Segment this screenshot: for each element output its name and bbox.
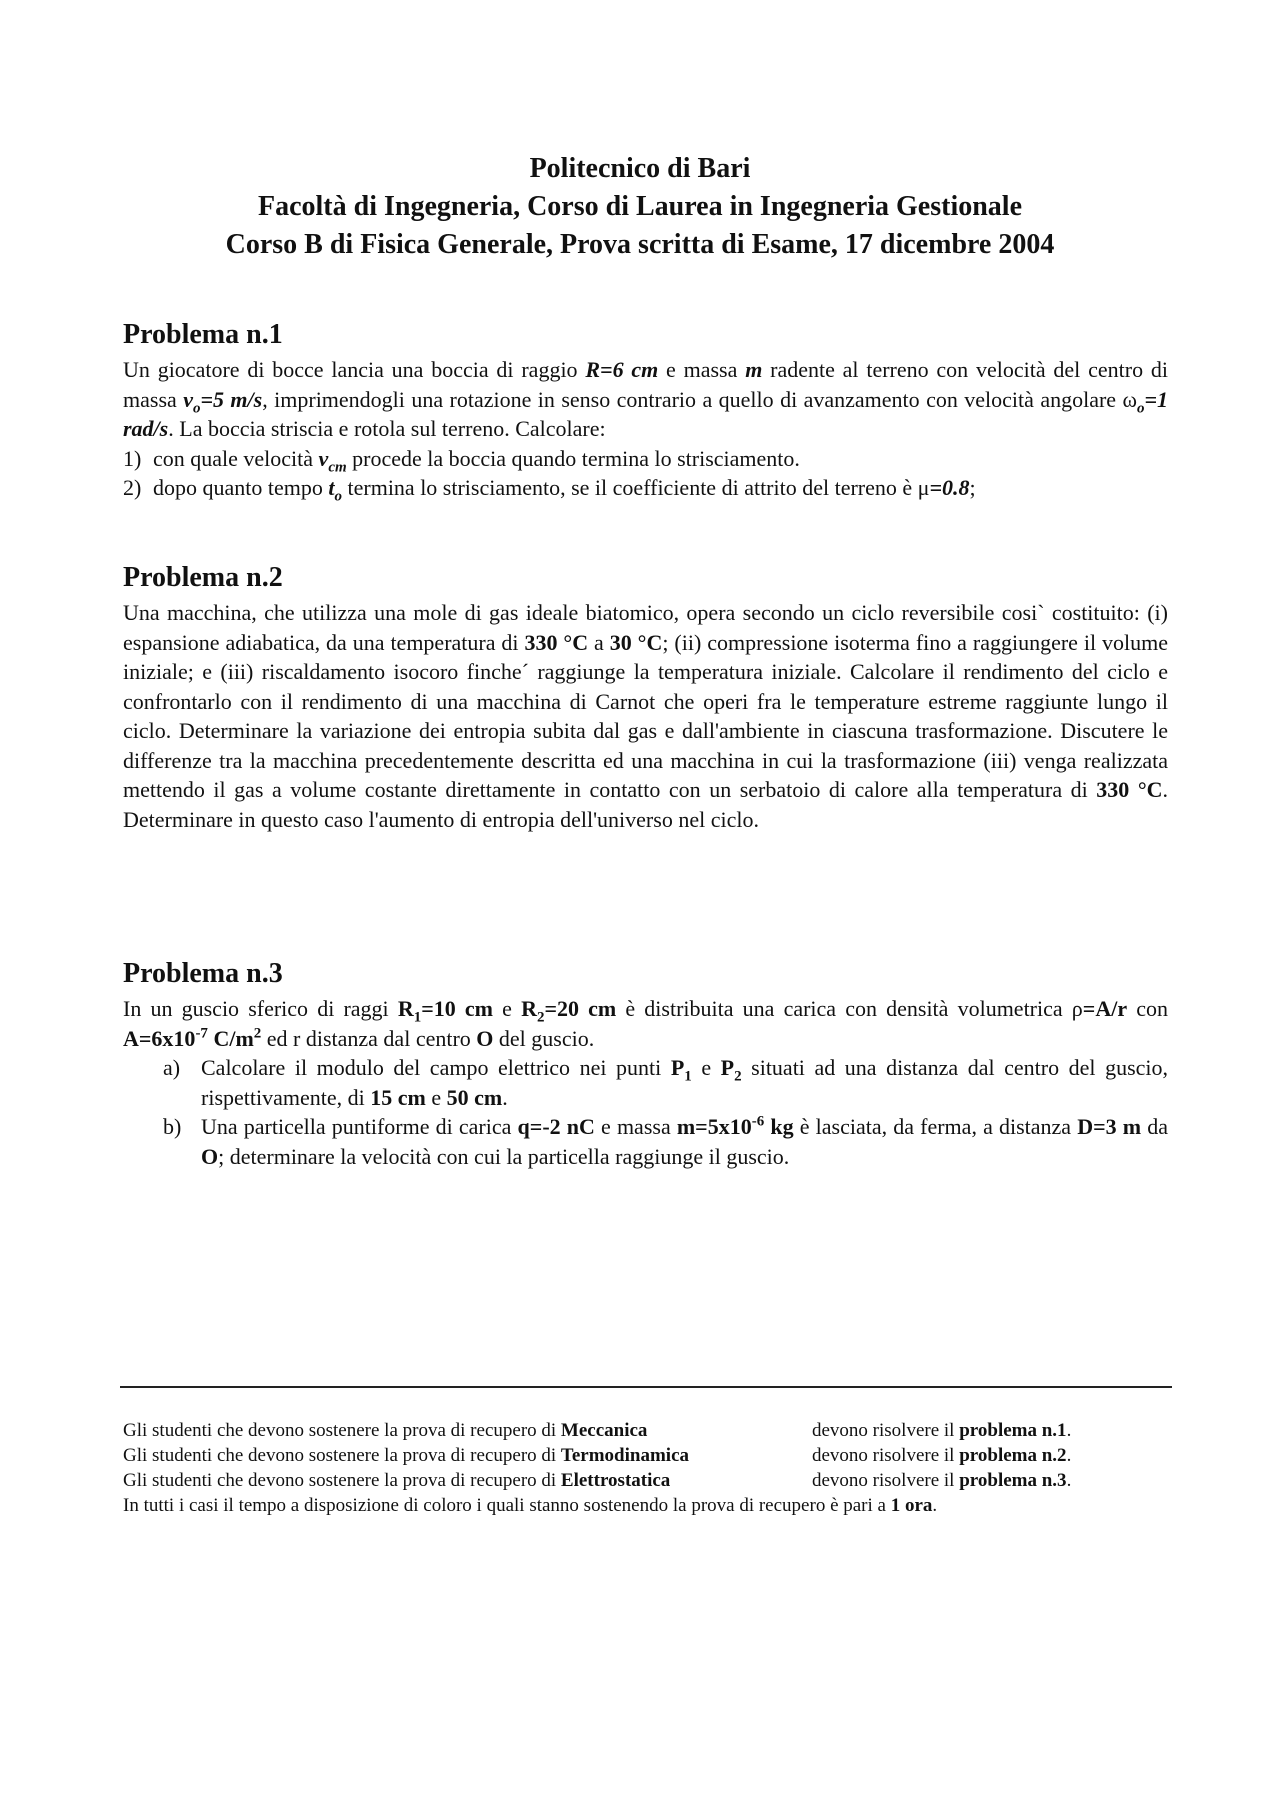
problem-1-text: Un giocatore di bocce lancia una boccia di raggio R=6 cm e massa m radente al terreno con velocità del centro di massa $v_o=5$ m/s, imprimendogli una rotazione in senso contrario a quello di avanzamento con velocità angolare $\omega_o=1$ rad/s. La boccia striscia e rotola sul terreno. Calcolare: [123, 357, 1169, 441]
problem-2-text: Una macchina, che utilizza una mole di gas ideale biatomico, opera secondo un ciclo reversibile cosi` costituito: (i) espansione adiabatica, da una temperatura di 330 °C a 30 °C; (ii) compressione isoterma fino a raggiungere il volume iniziale; e (iii) riscaldamento isocoro finche´ raggiunge la temperatura iniziale. Calcolare il rendimento del ciclo e confrontarlo con il rendimento di una macchina di Carnot che operi fra le temperature estreme raggiunte lungo il ciclo. Determinare la variazione dei entropia subita dal gas e dall'ambiente in ciascuna trasformazione. Discutere le differenze tra la macchina precedentemente descritta ed una macchina in cui la trasformazione (iii) venga realizzata mettendo il gas a volume costante direttamente in contatto con un serbatoio di calore alla temperatura di 330 °C. Determinare in questo caso l'aumento di entropia dell'universo nel ciclo. [123, 600, 1169, 832]
problem-1 [123, 318, 1168, 503]
problem-2-title: Problema n.2 [123, 562, 283, 593]
problem-3-text: In un guscio sferico di raggi $R_1=10$ cm e $R_2=20$ cm è distribuita una carica con densità volumetrica ρ=A/r con $A=6x10^{-7}$ $C/m^2$ ed r distanza dal centro O del guscio. [123, 996, 1169, 1051]
problem-3-questions [123, 1053, 1168, 1171]
footer-time-note: In tutti i casi il tempo a disposizione di coloro i quali stanno sostenendo la prova di recupero è pari a 1 ora. [123, 1495, 938, 1516]
university-name: Politecnico di Bari [529, 153, 751, 184]
document-header [0, 150, 1280, 264]
problem-2 [123, 561, 1168, 834]
list-item: a) Calcolare il modulo del campo elettrico nei punti $P_1$ e $P_2$ situati ad una distanza dal centro del guscio, rispettivamente, di 15 cm e 50 cm. [163, 1055, 1169, 1110]
footer-row: Gli studenti che devono sostenere la prova di recupero di Elettrostatica devono risolvere il problema n.3. [123, 1470, 1072, 1491]
list-item: b) Una particella puntiforme di carica q=-2 nC e massa $m=5x10^{-6}$ kg è lasciata, da ferma, a distanza D=3 m da O; determinare la velocità con cui la particella raggiunge il guscio. [163, 1113, 1168, 1169]
problem-1-questions [123, 444, 1168, 503]
footer-notes [123, 1418, 1173, 1518]
faculty-line: Facoltà di Ingegneria, Corso di Laurea in Ingegneria Gestionale [257, 191, 1023, 222]
problem-3 [123, 957, 1168, 1171]
list-item: 1) con quale velocità $v_{cm}$ procede la boccia quando termina lo strisciamento. [123, 445, 800, 475]
footer-row: Gli studenti che devono sostenere la prova di recupero di Meccanica devono risolvere il problema n.1. [123, 1420, 1072, 1441]
problem-1-title: Problema n.1 [123, 319, 283, 350]
footer-row: Gli studenti che devono sostenere la prova di recupero di Termodinamica devono risolvere il problema n.2. [123, 1445, 1072, 1466]
problem-3-title: Problema n.3 [123, 958, 283, 989]
exam-title: Corso B di Fisica Generale, Prova scritta di Esame, 17 dicembre 2004 [225, 229, 1055, 260]
footer-divider [120, 1386, 1172, 1388]
list-item: 2) dopo quanto tempo $t_o$ termina lo strisciamento, se il coefficiente di attrito del terreno è μ=0.8; [123, 475, 976, 505]
